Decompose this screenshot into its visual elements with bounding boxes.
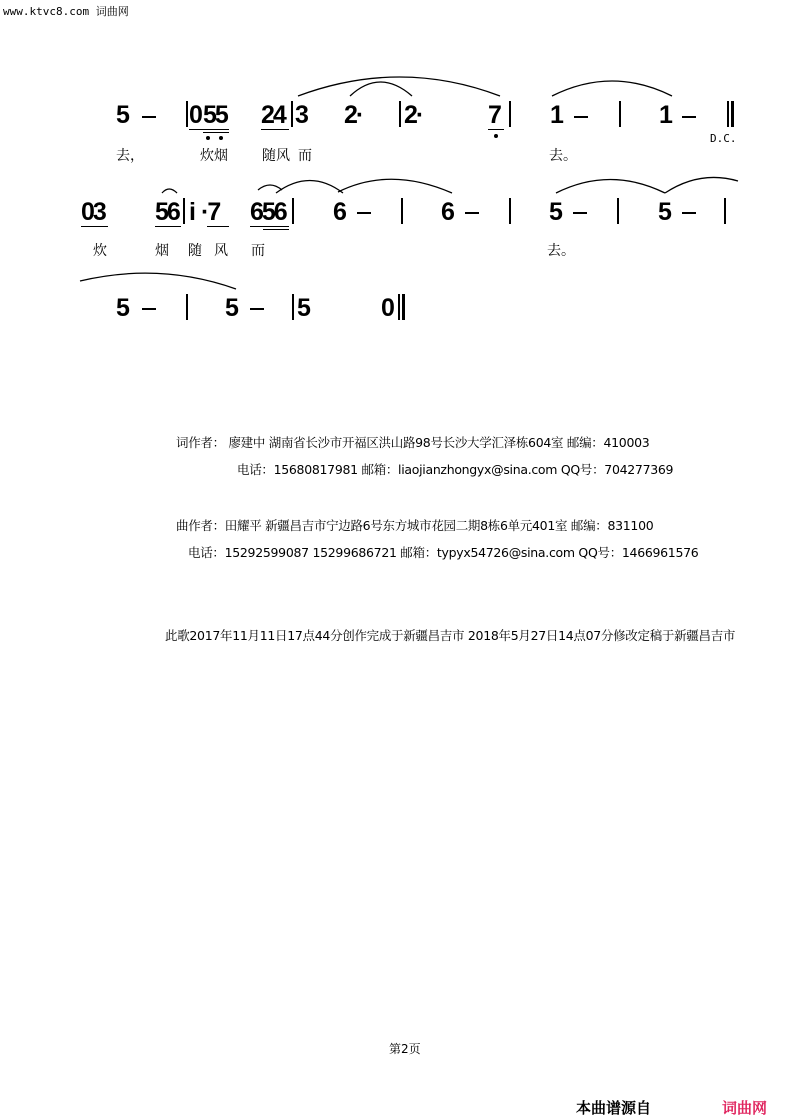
page-number: 第2页 (389, 1042, 421, 1056)
note: 3 (295, 101, 307, 129)
lyric: 随 (188, 243, 202, 259)
note: 55 (203, 101, 227, 129)
note: 56 (155, 198, 179, 226)
note: 5 (658, 198, 670, 226)
slur-layer (0, 0, 790, 360)
composition-note: 此歌2017年11月11日17点44分创作完成于新疆昌吉市 2018年5月27日14点07分修改定稿于新疆昌吉市 (165, 628, 736, 643)
note: 6 (333, 198, 345, 226)
note: 2· (344, 101, 363, 129)
slur (258, 185, 282, 190)
slur (552, 81, 672, 96)
site-watermark[interactable]: www.ktvc8.com 词曲网 (3, 5, 129, 18)
lyric: 炊烟 (200, 148, 228, 164)
note: 2· (404, 101, 423, 129)
lyric: 随风 (262, 148, 290, 164)
note: 1 (550, 101, 562, 129)
note: 0 (381, 294, 393, 322)
note: 7 (488, 101, 500, 129)
note: 03 (81, 198, 105, 226)
da-capo-mark: D.C. (710, 132, 737, 145)
slur (556, 180, 665, 194)
composer-info: 曲作者：田耀平 新疆昌吉市宁边路6号东方城市花园二期8栋6单元401室 邮编：831100 (176, 518, 654, 533)
note: i (189, 198, 194, 226)
note: 5 (225, 294, 237, 322)
lyric: 而 (298, 148, 312, 164)
source-label: 本曲谱源自 (576, 1099, 652, 1117)
note: 5 (116, 294, 128, 322)
note: 5 (549, 198, 561, 226)
slur (665, 177, 738, 193)
slur (276, 181, 343, 194)
note: ·7 (201, 198, 220, 226)
slur (350, 82, 412, 96)
note: 5 (116, 101, 128, 129)
brand-logo[interactable]: 词曲网 (722, 1099, 768, 1117)
note: 24 (261, 101, 285, 129)
lyricist-info: 词作者： 廖建中 湖南省长沙市开福区洪山路98号长沙大学汇泽栋604室 邮编：410003 (176, 435, 650, 450)
note: 5 (297, 294, 309, 322)
slur (80, 273, 236, 289)
lyric: 去。 (549, 148, 577, 164)
note: 0 (189, 101, 201, 129)
lyric: 风 (214, 243, 228, 259)
lyric: 烟 (155, 243, 169, 259)
note: 1 (659, 101, 671, 129)
lyric: 而 (251, 243, 265, 259)
lyric: 去， (116, 148, 144, 164)
lyric: 炊 (93, 243, 107, 259)
note: 656 (250, 198, 286, 226)
lyricist-contact: 电话：15680817981 邮箱：liaojianzhongyx@sina.com QQ号：704277369 (237, 462, 674, 477)
slur (162, 189, 177, 193)
note: 6 (441, 198, 453, 226)
lyric: 去。 (547, 243, 575, 259)
slur (338, 179, 452, 193)
composer-contact: 电话：15292599087 15299686721 邮箱：typyx54726@sina.com QQ号：1466961576 (188, 545, 699, 560)
